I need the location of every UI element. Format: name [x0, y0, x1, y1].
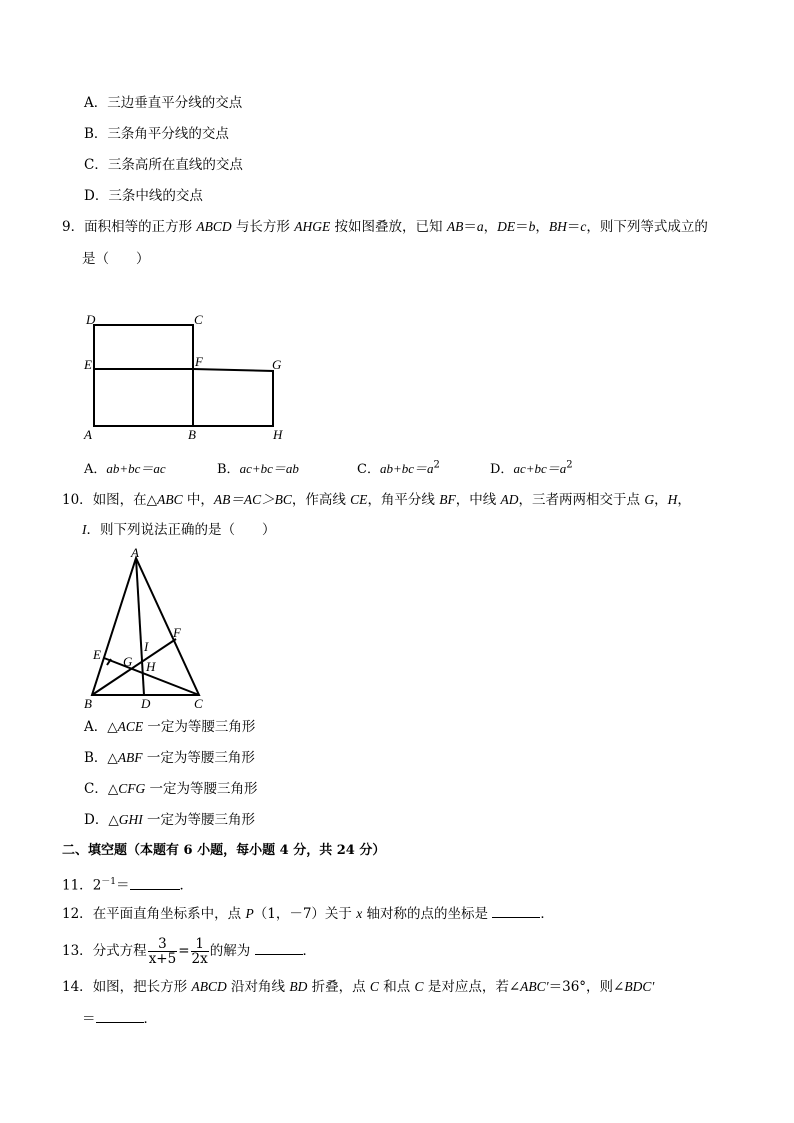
label-h: H — [273, 427, 283, 442]
answer-blank[interactable] — [492, 905, 540, 918]
q9-stem-line2: 是（ ） — [82, 251, 150, 267]
fraction-right: $\frac{1}{2x}$ — [191, 936, 208, 967]
q10-option-a: A．△ACE 一定为等腰三角形 — [84, 719, 256, 735]
q10-stem-line2: I．则下列说法正确的是（ ） — [82, 522, 276, 538]
q12: 12．在平面直角坐标系中，点 P（1，－7）关于 x 轴对称的点的坐标是 ． — [62, 906, 554, 922]
q9-option-d: D．$ac+bc=a^2$ — [490, 459, 573, 477]
q13: 13．分式方程 $\frac{3}{x+5}$ = $\frac{1}{2x}$ 的解为 ． — [62, 936, 317, 967]
label-c: C — [194, 312, 203, 327]
label-b: B — [188, 427, 196, 442]
label-g: G — [123, 654, 133, 669]
q10-option-c: C．△CFG 一定为等腰三角形 — [84, 781, 258, 797]
q10-figure — [80, 545, 220, 715]
q8-option-d: D．三条中线的交点 — [84, 188, 203, 204]
median-ad — [136, 558, 144, 695]
q14-stem: 14．如图，把长方形 ABCD 沿对角线 BD 折叠，点 C 和点 C 是对应点，若∠ABC′＝36°，则∠BDC′ — [62, 979, 655, 995]
q10-option-b: B．△ABF 一定为等腰三角形 — [84, 750, 255, 766]
q8-option-b: B．三条角平分线的交点 — [84, 126, 229, 142]
fraction-left: $\frac{3}{x+5}$ — [148, 936, 177, 967]
answer-blank[interactable] — [130, 877, 180, 890]
q9-figure — [80, 308, 300, 448]
label-a: A — [84, 427, 92, 442]
label-g: G — [272, 357, 282, 372]
q11: 11．$2^{-1}=$ ． — [62, 877, 194, 894]
label-h: H — [146, 659, 156, 674]
q10-stem: 10．如图，在△ABC 中，AB＝AC＞BC，作高线 CE，角平分线 BF，中线 AD，三者两两相交于点 G，H， — [62, 492, 691, 508]
q9-option-b: B．ac+bc＝ab — [217, 461, 299, 477]
q8-option-c: C．三条高所在直线的交点 — [84, 157, 243, 173]
q9-option-a: A．ab+bc＝ac — [84, 461, 166, 477]
label-e: E — [93, 647, 101, 662]
answer-blank[interactable] — [96, 1010, 144, 1023]
section-heading-fill-in: 二、填空题（本题有 6 小题，每小题 4 分，共 24 分） — [62, 843, 386, 858]
square-abcd — [94, 325, 193, 426]
label-f: F — [173, 625, 181, 640]
label-d: D — [141, 696, 151, 711]
rectangle-fhg — [193, 369, 273, 426]
label-d: D — [86, 312, 96, 327]
answer-blank[interactable] — [255, 942, 303, 955]
label-f: F — [195, 354, 203, 369]
label-b: B — [84, 696, 92, 711]
q9-stem: 9．面积相等的正方形 ABCD 与长方形 AHGE 按如图叠放，已知 AB＝a，DE＝b，BH＝c，则下列等式成立的 — [62, 219, 708, 235]
q14-stem-line2: ＝ ． — [82, 1011, 157, 1027]
bisector-bf — [92, 639, 176, 695]
q8-option-a: A．三边垂直平分线的交点 — [84, 95, 243, 111]
label-e: E — [84, 357, 92, 372]
q10-option-d: D．△GHI 一定为等腰三角形 — [84, 812, 256, 828]
label-c: C — [194, 696, 203, 711]
label-a: A — [131, 545, 139, 560]
q9-option-c: C．$ab+bc=a^2$ — [357, 459, 440, 477]
label-i: I — [144, 639, 149, 654]
